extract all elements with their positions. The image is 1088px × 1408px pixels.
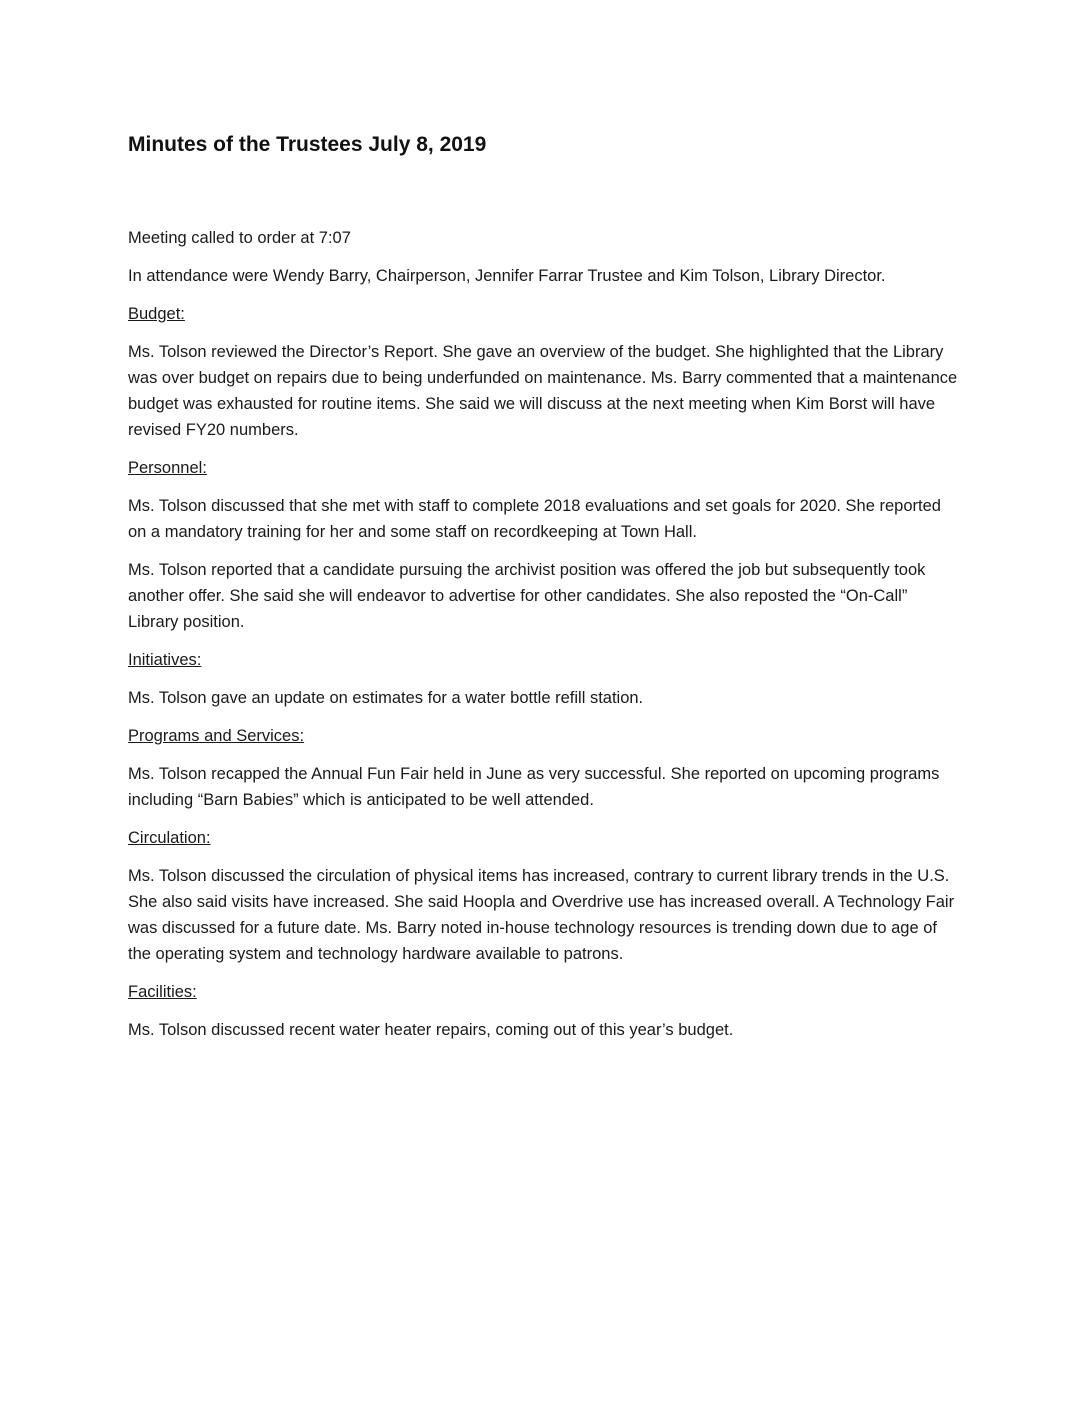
circulation-heading: Circulation:: [128, 829, 211, 847]
programs-heading: Programs and Services:: [128, 727, 305, 745]
attendance-text: In attendance were Wendy Barry, Chairperson, Jennifer Farrar Trustee and Kim Tolson, Library Director.: [128, 267, 886, 285]
budget-heading: Budget:: [128, 305, 185, 323]
facilities-paragraph: Ms. Tolson discussed recent water heater repairs, coming out of this year’s budget.: [128, 1021, 734, 1039]
document-body: [128, 225, 958, 1055]
programs-paragraph: Ms. Tolson recapped the Annual Fun Fair held in June as very successful. She reported on upcoming programs including “Barn Babies” which is anticipated to be well attended.: [128, 765, 940, 809]
call-to-order-text: Meeting called to order at 7:07: [128, 229, 351, 247]
document-title: Minutes of the Trustees July 8, 2019: [128, 133, 487, 156]
budget-paragraph: Ms. Tolson reviewed the Director’s Report. She gave an overview of the budget. She highlighted that the Library was over budget on repairs due to being underfunded on maintenance. Ms. Barry commented that a maintenance budget was exhausted for routine items. She said we will discuss at the next meeting when Kim Borst will have revised FY20 numbers.: [128, 343, 958, 439]
facilities-heading: Facilities:: [128, 983, 197, 1001]
circulation-paragraph: Ms. Tolson discussed the circulation of physical items has increased, contrary to current library trends in the U.S. She also said visits have increased. She said Hoopla and Overdrive use has increased overall. A Technology Fair was discussed for a future date. Ms. Barry noted in-house technology resources is trending down due to age of the operating system and technology hardware available to patrons.: [128, 867, 955, 963]
personnel-paragraph-2: Ms. Tolson reported that a candidate pursuing the archivist position was offered the job but subsequently took another offer. She said she will endeavor to advertise for other candidates. She also reposted the “On-Call” Library position.: [128, 561, 926, 631]
personnel-paragraph-1: Ms. Tolson discussed that she met with staff to complete 2018 evaluations and set goals for 2020. She reported on a mandatory training for her and some staff on recordkeeping at Town Hall.: [128, 497, 941, 541]
initiatives-paragraph: Ms. Tolson gave an update on estimates for a water bottle refill station.: [128, 689, 644, 707]
initiatives-heading: Initiatives:: [128, 651, 202, 669]
personnel-heading: Personnel:: [128, 459, 207, 477]
